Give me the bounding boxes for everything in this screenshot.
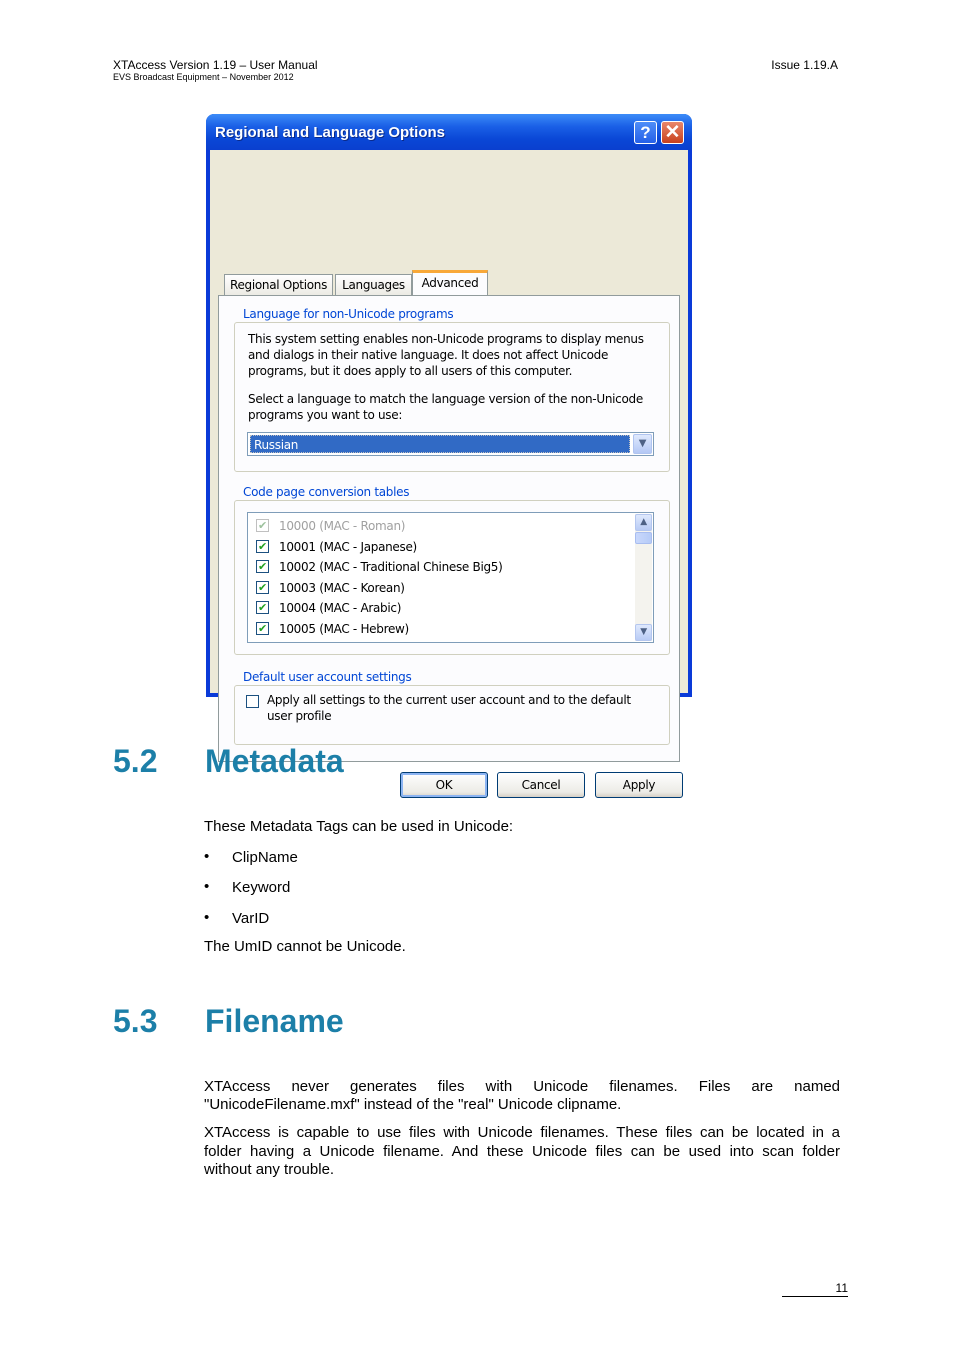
list-item-label: 10001 (MAC - Japanese): [279, 540, 417, 554]
list-item-label: 10000 (MAC - Roman): [279, 519, 406, 533]
cancel-button[interactable]: Cancel: [497, 772, 585, 798]
list-item-label: 10005 (MAC - Hebrew): [279, 622, 409, 636]
description-line: and dialogs in their native language. It does not affect Unicode: [248, 348, 609, 362]
close-icon[interactable]: ✕: [661, 121, 684, 144]
tab-regional-options[interactable]: Regional Options: [224, 274, 333, 295]
tab-advanced[interactable]: Advanced: [412, 270, 488, 295]
section-title: Filename: [205, 1003, 344, 1039]
dialog-title: Regional and Language Options: [215, 124, 446, 141]
paragraph-line: folder having a Unicode filename. And these Unicode files can be used into scan folder: [204, 1143, 840, 1160]
paragraph: The UmID cannot be Unicode.: [204, 938, 406, 955]
chevron-up-icon[interactable]: ▲: [635, 514, 652, 531]
bullet-text: ClipName: [232, 849, 298, 866]
language-select[interactable]: [247, 432, 654, 456]
list-item-label: 10004 (MAC - Arabic): [279, 601, 402, 615]
checkbox-checked-icon[interactable]: ✔: [256, 519, 269, 532]
checkbox-checked-icon[interactable]: ✔: [256, 560, 269, 573]
chevron-down-icon[interactable]: ▼: [635, 624, 652, 641]
checkbox-checked-icon[interactable]: ✔: [256, 540, 269, 553]
checkbox-checked-icon[interactable]: ✔: [256, 581, 269, 594]
document-subtitle: EVS Broadcast Equipment – November 2012: [113, 72, 294, 82]
apply-default-label: Apply all settings to the current user account and to the default: [267, 693, 631, 707]
bullet-text: Keyword: [232, 879, 291, 896]
prompt-line: Select a language to match the language version of the non-Unicode: [248, 392, 643, 406]
code-page-legend: Code page conversion tables: [243, 485, 410, 499]
apply-default-label: user profile: [267, 709, 332, 723]
paragraph-line: without any trouble.: [204, 1161, 335, 1178]
list-item-label: 10003 (MAC - Korean): [279, 581, 405, 595]
paragraph-line: XTAccess is capable to use files with Unicode filenames. These files can be located in a: [204, 1124, 840, 1141]
checkbox-checked-icon[interactable]: ✔: [256, 622, 269, 635]
tab-languages[interactable]: Languages: [335, 274, 412, 295]
description-line: programs, but it does apply to all users of this computer.: [248, 364, 573, 378]
description-line: This system setting enables non-Unicode programs to display menus: [248, 332, 644, 346]
apply-button[interactable]: Apply: [595, 772, 683, 798]
paragraph-line: XTAccess never generates files with Unicode filenames. Files are named: [204, 1078, 840, 1095]
bullet-text: VarID: [232, 910, 270, 927]
dialog-titlebar: [206, 114, 692, 150]
non-unicode-legend: Language for non-Unicode programs: [243, 307, 454, 321]
checkbox-checked-icon[interactable]: ✔: [256, 601, 269, 614]
list-item-label: 10002 (MAC - Traditional Chinese Big5): [279, 560, 503, 574]
bullet-icon: •: [204, 878, 210, 895]
paragraph: These Metadata Tags can be used in Unicode:: [204, 818, 514, 835]
paragraph-line: "UnicodeFilename.mxf" instead of the "real" Unicode clipname.: [204, 1096, 622, 1113]
code-page-list[interactable]: [247, 512, 654, 643]
chevron-down-icon[interactable]: ▼: [633, 434, 652, 454]
section-number: 5.3: [113, 1003, 158, 1039]
page-number: 11: [782, 1281, 848, 1297]
ok-button[interactable]: OK: [400, 772, 488, 798]
prompt-line: programs you want to use:: [248, 408, 403, 422]
bullet-icon: •: [204, 909, 210, 926]
list-scrollbar[interactable]: [635, 514, 652, 641]
apply-default-checkbox[interactable]: [246, 695, 259, 708]
section-title: Metadata: [205, 743, 344, 779]
bullet-icon: •: [204, 848, 210, 865]
section-number: 5.2: [113, 743, 158, 779]
default-user-legend: Default user account settings: [243, 670, 412, 684]
document-title: XTAccess Version 1.19 – User Manual: [113, 58, 318, 72]
language-select-value: Russian: [250, 435, 630, 453]
scrollbar-thumb[interactable]: [635, 532, 652, 544]
help-icon[interactable]: ?: [634, 121, 657, 144]
issue-label: Issue 1.19.A: [771, 58, 838, 72]
